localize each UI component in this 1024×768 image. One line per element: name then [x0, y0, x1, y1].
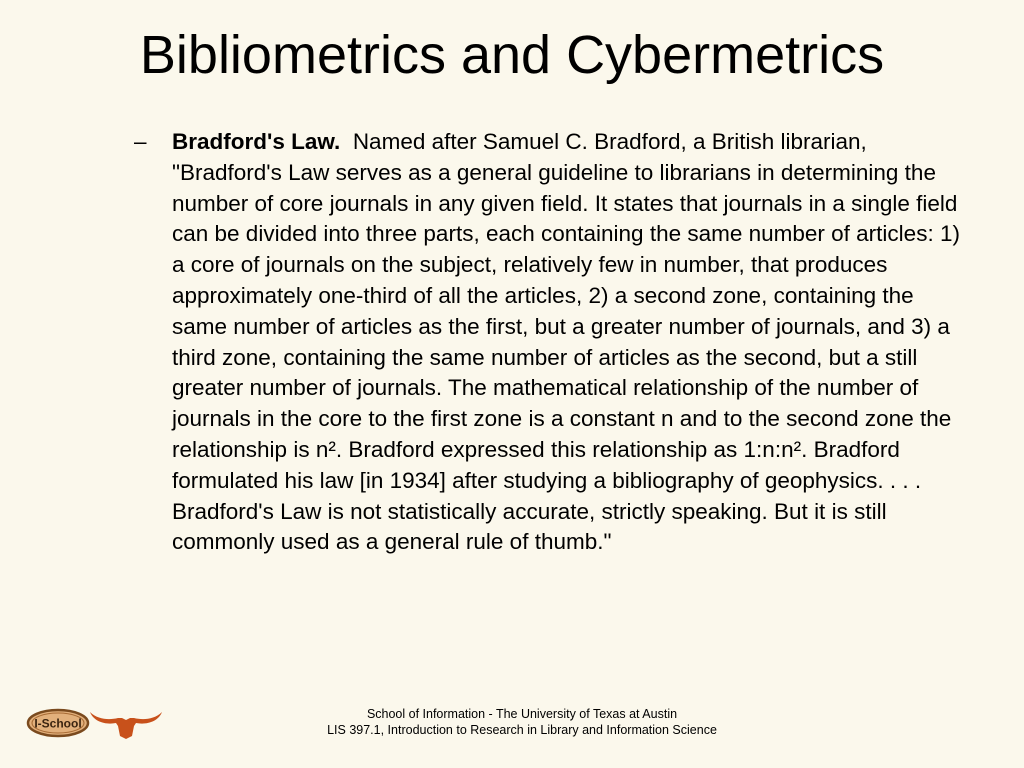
footer	[0, 707, 1024, 738]
slide-title: Bibliometrics and Cybermetrics	[139, 25, 885, 85]
footer-line-1: School of Information - The University of Texas at Austin	[366, 707, 678, 721]
bullet-dash: –	[134, 129, 147, 154]
bullet-text	[172, 127, 972, 558]
bullet-term: Bradford's Law.	[172, 129, 341, 154]
bullet-body: Named after Samuel C. Bradford, a British librarian, "Bradford's Law serves as a general guideline to librarians in determining the number of core journals in any given field. It states that journals in a single field can be divided into three parts, each containing the same number of articles: 1) a core of journals on the subject, relatively few in number, that produces approximately one-third of all the articles, 2) a second zone, containing the same number of articles as the first, but a greater number of journals, and 3) a third zone, containing the same number of articles as the second, but a still greater number of journals. The mathematical relationship of the number of journals in the core to the first zone is a constant n and to the second zone the relationship is n². Bradford expressed this relationship as 1:n:n². Bradford formulated his law [in 1934] after studying a bibliography of geophysics. . . . Bradford's Law is not statistically accurate, strictly speaking. But it is still commonly used as a general rule of thumb."	[172, 129, 960, 555]
ischool-logo-text: I-School	[34, 716, 82, 731]
footer-line-2: LIS 397.1, Introduction to Research in Library and Information Science	[327, 722, 717, 737]
